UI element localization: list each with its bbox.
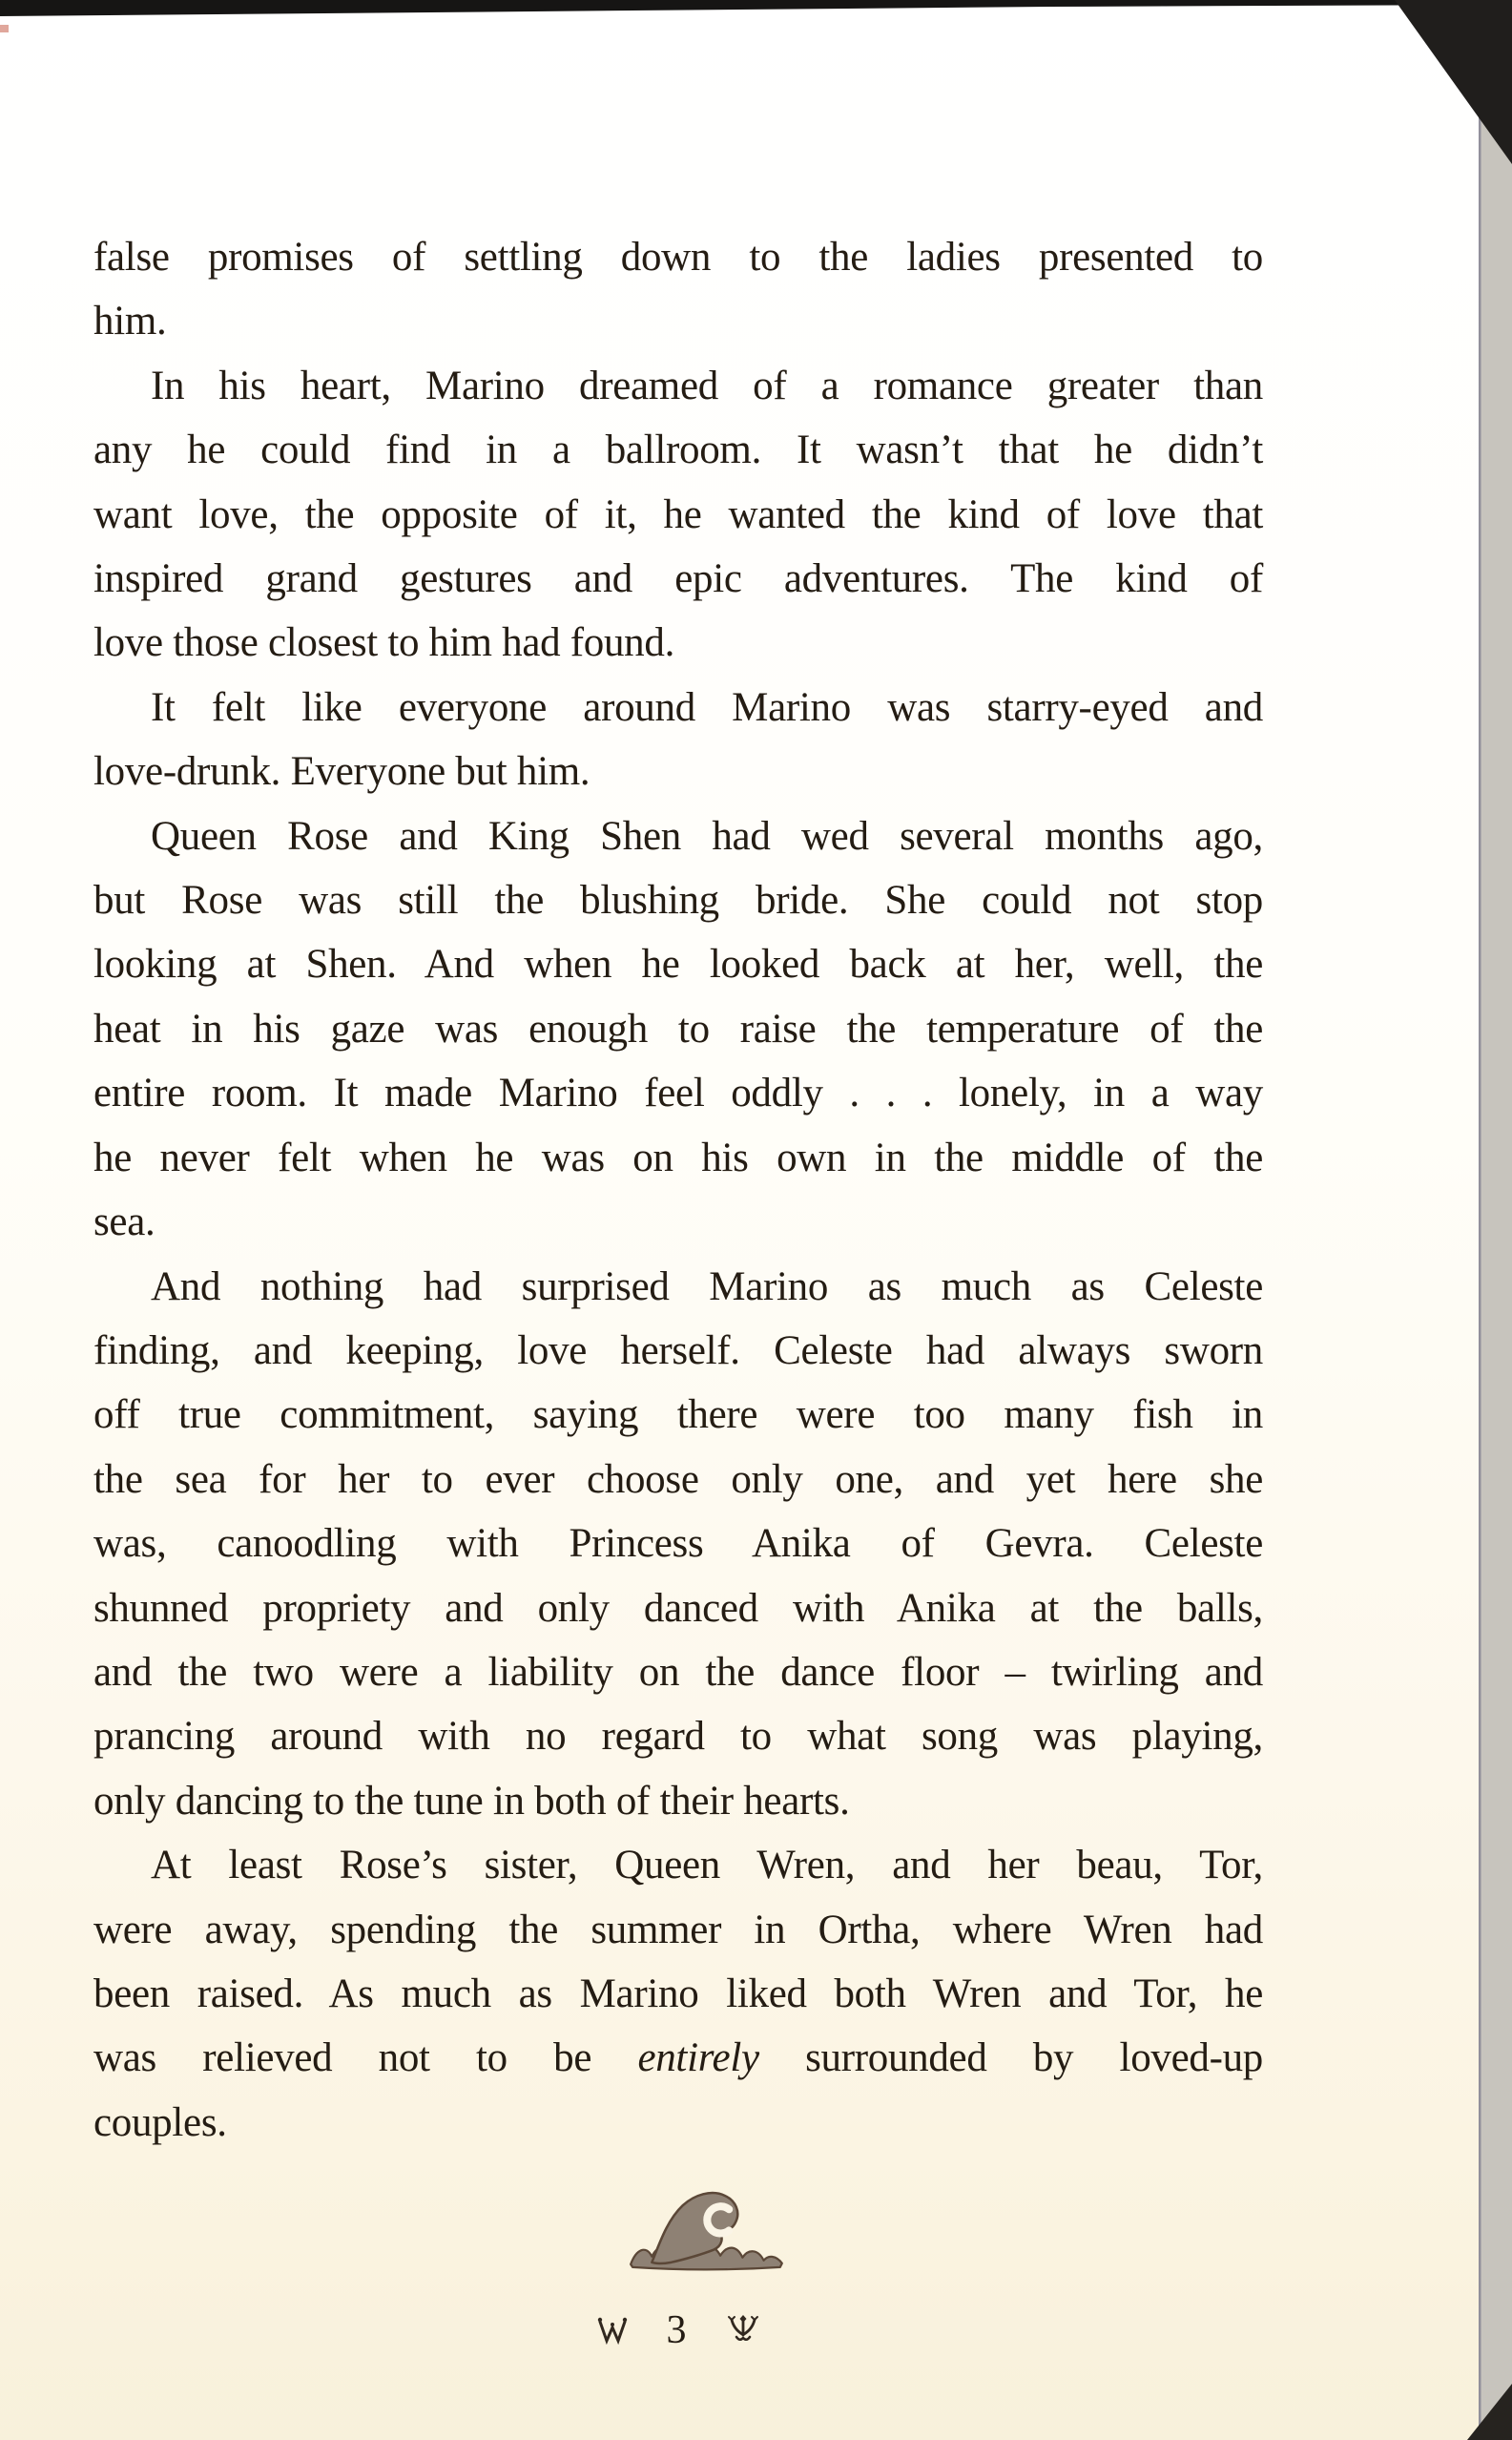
scan-mark-left xyxy=(0,25,9,32)
wave-ornament-graphic xyxy=(622,2187,797,2279)
text-line: he never felt when he was on his own in the middle of the xyxy=(93,1135,1263,1180)
text-line: In his heart, Marino dreamed of a romance greater than xyxy=(151,363,1263,408)
text-line: want love, the opposite of it, he wanted the kind of love that xyxy=(93,491,1263,537)
text-line: false promises of settling down to the ladies presented to xyxy=(93,235,1263,280)
text-line: looking at Shen. And when he looked back at her, well, the xyxy=(93,942,1263,988)
text-line: love-drunk. Everyone but him. xyxy=(93,749,590,795)
text-line: any he could find in a ballroom. It wasn’t that he didn’t xyxy=(93,428,1263,473)
text-line: Queen Rose and King Shen had wed several months ago, xyxy=(151,813,1263,859)
crown-trident-icon xyxy=(725,2314,761,2346)
text-line: finding, and keeping, love herself. Celeste had always sworn xyxy=(93,1327,1263,1373)
text-line: was relieved not to be entirely surrounded by loved-up xyxy=(93,2035,1263,2081)
scan-shadow-top-right xyxy=(1395,0,1512,164)
scan-shadow-bottom-right xyxy=(1467,2384,1512,2440)
text-line: was, canoodling with Princess Anika of Gevra. Celeste xyxy=(93,1521,1263,1567)
text-line: couples. xyxy=(93,2099,227,2145)
text-line: him. xyxy=(93,299,167,344)
text-line: but Rose was still the blushing bride. She could not stop xyxy=(93,878,1263,924)
text-line: At least Rose’s sister, Queen Wren, and her beau, Tor, xyxy=(151,1843,1263,1888)
text-line: entire room. It made Marino feel oddly . . . lonely, in a way xyxy=(93,1071,1263,1116)
text-line: only dancing to the tune in both of their hearts. xyxy=(93,1778,850,1824)
wave-ornament xyxy=(622,2187,797,2279)
page-number: 3 xyxy=(666,2308,687,2352)
text-line: been raised. As much as Marino liked both Wren and Tor, he xyxy=(93,1971,1263,2016)
text-line: inspired grand gestures and epic adventures. The kind of xyxy=(93,556,1263,602)
crown-w-icon xyxy=(596,2316,629,2345)
text-line: the sea for her to ever choose only one, and yet here she xyxy=(93,1456,1263,1502)
text-line: It felt like everyone around Marino was starry-eyed and xyxy=(151,684,1263,730)
body-text xyxy=(93,225,1263,2155)
text-line: shunned propriety and only danced with Anika at the balls, xyxy=(93,1585,1263,1631)
text-line: off true commitment, saying there were too many fish in xyxy=(93,1392,1263,1438)
page-edge-strip xyxy=(1481,0,1512,2440)
text-line: were away, spending the summer in Ortha, where Wren had xyxy=(93,1907,1263,1952)
text-line: heat in his gaze was enough to raise the temperature of the xyxy=(93,1006,1263,1052)
text-line: And nothing had surprised Marino as much as Celeste xyxy=(151,1263,1263,1309)
text-line: love those closest to him had found. xyxy=(93,620,675,666)
text-line: and the two were a liability on the dance floor – twirling and xyxy=(93,1649,1263,1695)
text-line: prancing around with no regard to what song was playing, xyxy=(93,1714,1263,1760)
text-line: sea. xyxy=(93,1199,155,1245)
scan-shadow-top xyxy=(0,0,1512,16)
page-footer xyxy=(93,2307,1263,2353)
